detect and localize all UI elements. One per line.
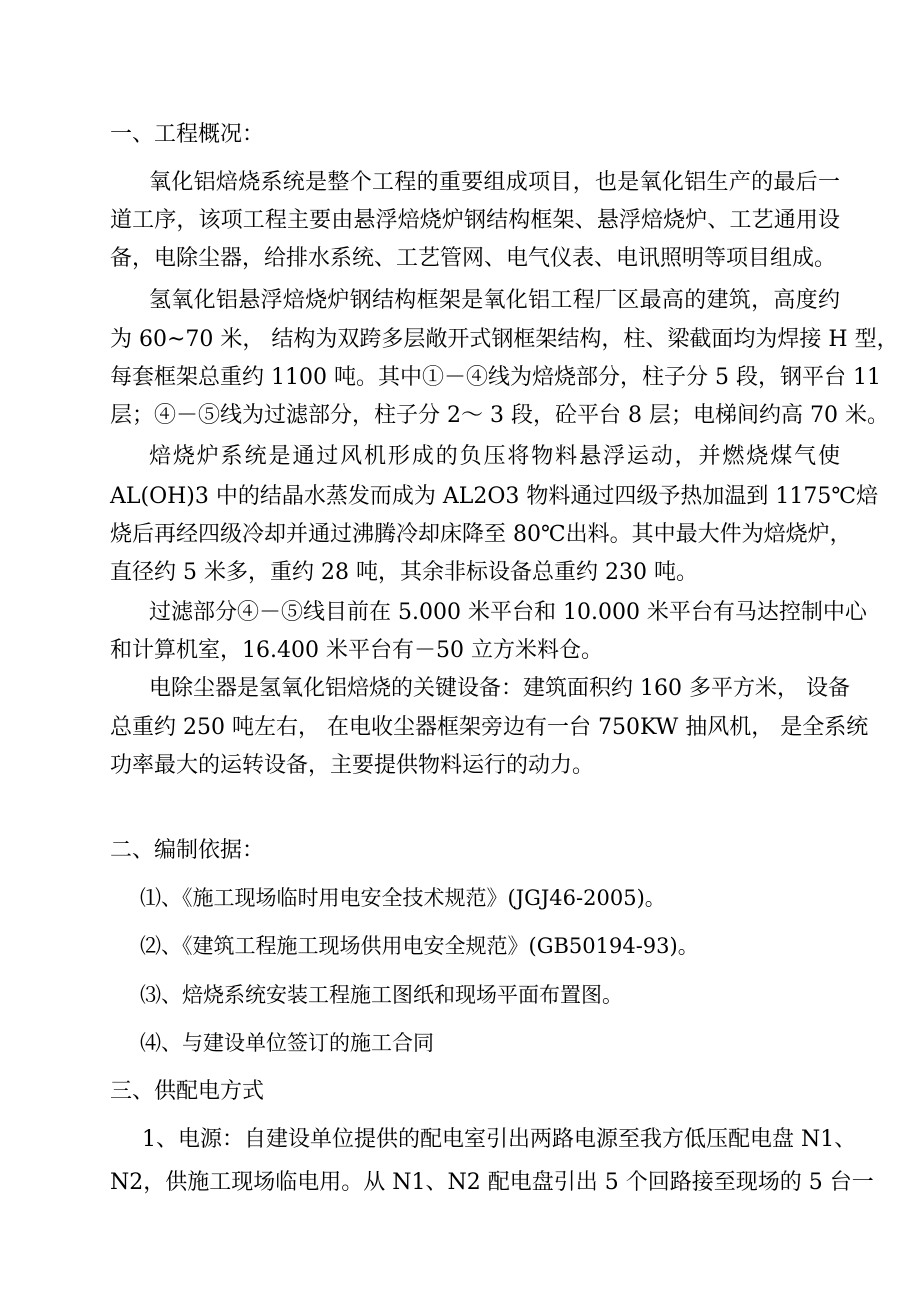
paragraph-line: 备，电除尘器，给排水系统、工艺管网、电气仪表、电讯照明等项目组成。 <box>110 246 837 271</box>
paragraph-line: 总重约 250 吨左右， 在电收尘器框架旁边有一台 750KW 抽风机， 是全系统 <box>110 715 869 740</box>
paragraph-line: 功率最大的运转设备，主要提供物料运行的动力。 <box>110 753 595 778</box>
paragraph-line: 过滤部分④－⑤线目前在 5.000 米平台和 10.000 米平台有马达控制中心 <box>149 600 867 625</box>
paragraph-line: 直径约 5 米多，重约 28 吨，其余非标设备总重约 230 吨。 <box>110 560 698 585</box>
section-heading-overview: 一、工程概况： <box>110 122 265 147</box>
paragraph-line: 氢氧化铝悬浮焙烧炉钢结构框架是氧化铝工程厂区最高的建筑，高度约 <box>149 288 840 313</box>
section-heading-basis: 二、编制依据： <box>110 838 265 863</box>
paragraph-line: 烧后再经四级冷却并通过沸腾冷却床降至 80℃出料。其中最大件为焙烧炉， <box>110 522 852 547</box>
list-item: ⑴、《施工现场临时用电安全技术规范》(JGJ46-2005)。 <box>140 886 666 910</box>
list-item: ⑵、《建筑工程施工现场供用电安全规范》(GB50194-93)。 <box>140 934 699 958</box>
paragraph-line: N2，供施工现场临电用。从 N1、N2 配电盘引出 5 个回路接至现场的 5 台一 <box>110 1170 874 1195</box>
paragraph-line: 焙烧炉系统是通过风机形成的负压将物料悬浮运动，并燃烧煤气使 <box>149 444 840 469</box>
paragraph-line: 1、电源：自建设单位提供的配电室引出两路电源至我方低压配电盘 N1、 <box>142 1127 857 1152</box>
paragraph-line: 氧化铝焙烧系统是整个工程的重要组成项目，也是氧化铝生产的最后一 <box>149 170 840 195</box>
section-heading-power-supply: 三、供配电方式 <box>110 1079 265 1104</box>
list-item: ⑶、焙烧系统安装工程施工图纸和现场平面布置图。 <box>140 983 623 1007</box>
paragraph-line: 道工序，该项工程主要由悬浮焙烧炉钢结构框架、悬浮焙烧炉、工艺通用设 <box>110 208 840 233</box>
paragraph-line: 电除尘器是氢氧化铝焙烧的关键设备：建筑面积约 160 多平方米， 设备 <box>149 676 850 701</box>
paragraph-line: AL(OH)3 中的结晶水蒸发而成为 AL2O3 物料通过四级予热加温到 1175℃焙 <box>110 484 878 509</box>
list-item: ⑷、与建设单位签订的施工合同 <box>140 1031 434 1055</box>
paragraph-line: 层；④－⑤线为过滤部分，柱子分 2～ 3 段，砼平台 8 层；电梯间约高 70 米。 <box>110 403 889 428</box>
paragraph-line: 为 60~70 米， 结构为双跨多层敞开式钢框架结构，柱、梁截面均为焊接 H 型， <box>110 327 899 352</box>
paragraph-line: 和计算机室，16.400 米平台有－50 立方米料仓。 <box>110 638 603 663</box>
paragraph-line: 每套框架总重约 1100 吨。其中①－④线为焙烧部分，柱子分 5 段，钢平台 11 <box>110 365 881 390</box>
